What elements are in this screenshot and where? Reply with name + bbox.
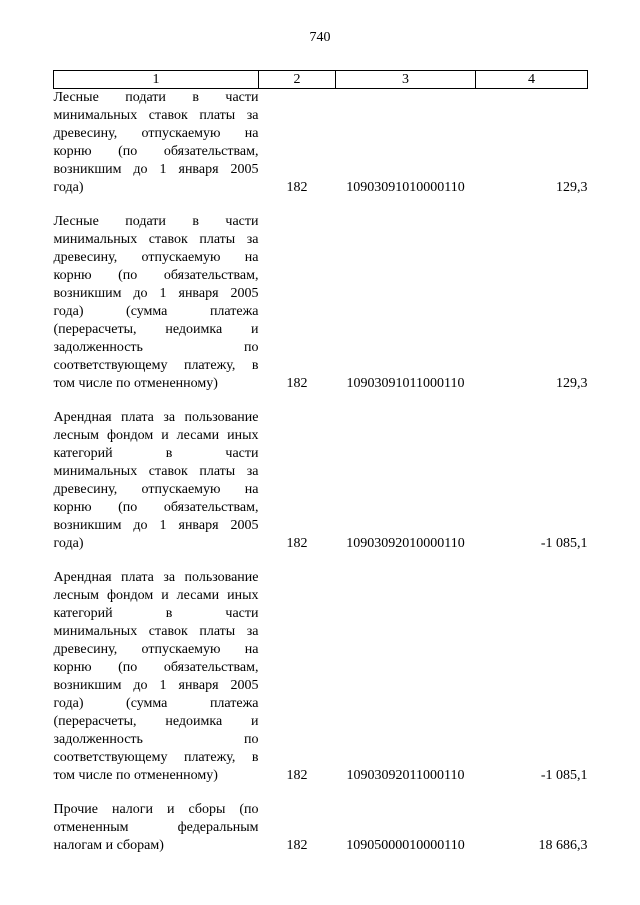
column-header-1: 1 bbox=[54, 71, 259, 89]
description-line: минимальных ставок платы за bbox=[53, 108, 259, 123]
description-line: категорий в части bbox=[53, 446, 259, 461]
description-line: древесину, отпускаемую на bbox=[53, 642, 259, 657]
description-line: минимальных ставок платы за bbox=[53, 232, 259, 247]
description-line: лесным фондом и лесами иных bbox=[53, 428, 259, 443]
description-line: возникшим до 1 января 2005 bbox=[53, 678, 259, 693]
description-line: корню (по обязательствам, bbox=[53, 500, 259, 515]
description-line: том числе по отмененному) bbox=[53, 768, 218, 783]
description-line: корню (по обязательствам, bbox=[53, 144, 259, 159]
row-budget-code: 10903091010000110 bbox=[346, 180, 465, 195]
row-amount: 129,3 bbox=[556, 180, 588, 195]
description-line: соответствующему платежу, в bbox=[53, 358, 259, 373]
description-line: Прочие налоги и сборы (по bbox=[53, 802, 259, 817]
description-line: возникшим до 1 января 2005 bbox=[53, 286, 259, 301]
row-amount: 129,3 bbox=[556, 376, 588, 391]
description-line: том числе по отмененному) bbox=[53, 376, 218, 391]
table-row bbox=[54, 197, 588, 393]
description-line: минимальных ставок платы за bbox=[53, 464, 259, 479]
description-line: Арендная плата за пользование bbox=[53, 570, 259, 585]
description-line: категорий в части bbox=[53, 606, 259, 621]
description-line: года) bbox=[53, 180, 84, 195]
description-line: года) (сумма платежа bbox=[53, 696, 259, 711]
row-description bbox=[54, 197, 259, 393]
row-amount: -1 085,1 bbox=[540, 768, 588, 783]
description-line: Лесные подати в части bbox=[53, 214, 259, 229]
description-line: возникшим до 1 января 2005 bbox=[53, 518, 259, 533]
row-admin-code: 182 bbox=[286, 536, 308, 551]
description-line: корню (по обязательствам, bbox=[53, 268, 259, 283]
description-line: года) (сумма платежа bbox=[53, 304, 259, 319]
description-line: налогам и сборам) bbox=[53, 838, 164, 853]
page-number: 740 bbox=[309, 30, 331, 45]
column-header-4: 4 bbox=[476, 71, 588, 89]
table-row bbox=[54, 89, 588, 198]
description-line: древесину, отпускаемую на bbox=[53, 126, 259, 141]
description-line: соответствующему платежу, в bbox=[53, 750, 259, 765]
description-line: Арендная плата за пользование bbox=[53, 410, 259, 425]
description-line: задолженность по bbox=[53, 340, 259, 355]
row-description bbox=[54, 553, 259, 785]
row-description bbox=[54, 89, 259, 198]
description-line: (перерасчеты, недоимка и bbox=[53, 714, 259, 729]
description-line: года) bbox=[53, 536, 84, 551]
row-admin-code: 182 bbox=[286, 768, 308, 783]
description-line: возникшим до 1 января 2005 bbox=[53, 162, 259, 177]
budget-table bbox=[53, 70, 588, 855]
description-line: древесину, отпускаемую на bbox=[53, 250, 259, 265]
column-header-2: 2 bbox=[259, 71, 336, 89]
row-admin-code: 182 bbox=[286, 180, 308, 195]
table-row bbox=[54, 553, 588, 785]
description-line: (перерасчеты, недоимка и bbox=[53, 322, 259, 337]
description-line: лесным фондом и лесами иных bbox=[53, 588, 259, 603]
table-header-row bbox=[54, 71, 588, 89]
row-budget-code: 10903092011000110 bbox=[346, 768, 465, 783]
row-budget-code: 10903092010000110 bbox=[346, 536, 465, 551]
row-amount: -1 085,1 bbox=[540, 536, 588, 551]
row-budget-code: 10903091011000110 bbox=[346, 376, 465, 391]
description-line: древесину, отпускаемую на bbox=[53, 482, 259, 497]
row-amount: 18 686,3 bbox=[538, 838, 588, 853]
row-description bbox=[54, 393, 259, 553]
row-admin-code: 182 bbox=[286, 838, 308, 853]
description-line: корню (по обязательствам, bbox=[53, 660, 259, 675]
description-line: минимальных ставок платы за bbox=[53, 624, 259, 639]
row-description bbox=[54, 785, 259, 855]
description-line: Лесные подати в части bbox=[53, 90, 259, 105]
description-line: отмененным федеральным bbox=[53, 820, 259, 835]
column-header-3: 3 bbox=[336, 71, 476, 89]
row-budget-code: 10905000010000110 bbox=[346, 838, 465, 853]
description-line: задолженность по bbox=[53, 732, 259, 747]
row-admin-code: 182 bbox=[286, 376, 308, 391]
table-row bbox=[54, 785, 588, 855]
table-row bbox=[54, 393, 588, 553]
